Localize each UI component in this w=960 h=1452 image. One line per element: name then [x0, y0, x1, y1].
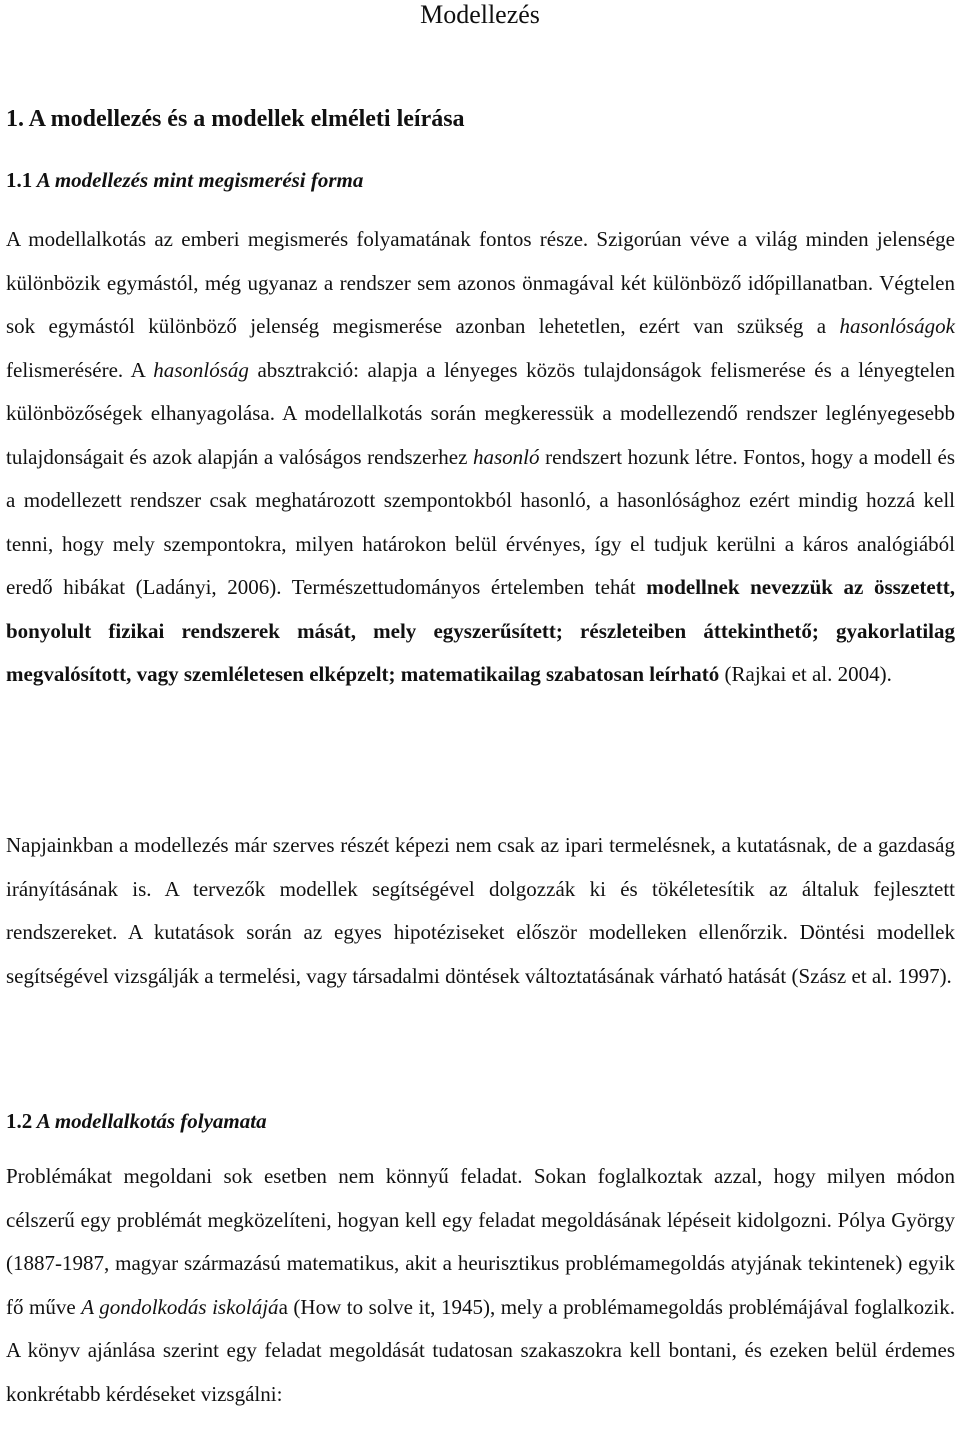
subsection-title: A modellalkotás folyamata: [36, 1109, 267, 1133]
paragraph-text: (Rajkai et al. 2004).: [719, 662, 892, 686]
subsection-number: 1.2: [6, 1109, 33, 1133]
paragraph-text: Problémákat megoldani sok esetben nem könnyű feladat. Sokan foglalkoztak azzal, hogy milyen módon célszerű egy problémát megközelíteni, hogyan kell egy feladat megoldásának lépéseit kidolgozni. Pólya György (1887-1987, magyar származású matematikus, akit a heurisztikus problémamegoldás atyjának tekintenek) egyik fő műve: [6, 1164, 955, 1319]
subsection-title: A modellezés mint megismerési forma: [36, 168, 364, 192]
emphasis-text: hasonlóság: [153, 357, 249, 382]
paragraph-text: A modellalkotás az emberi megismerés folyamatának fontos része. Szigorúan véve a világ minden jelensége különbözik egymástól, még ugyanaz a rendszer sem azonos önmagával két különböző időpillanatban. Végtelen sok egymástól különböző jelenség megismerése azonban lehetetlen, ezért van szükség a: [6, 227, 955, 338]
book-title-italic: A gondolkodás iskolájá: [81, 1294, 279, 1319]
subsection-heading-1-1: [6, 166, 363, 194]
paragraph-text: absztrakció: alapja a lényeges közös tulajdonságok felismerése és a lényegtelen különbözőségek elhanyagolása. A modellalkotás során megkeressük a modellezendő rendszer leglényegesebb tulajdonságait és azok alapján a valóságos rendszerhez: [6, 357, 956, 469]
paragraph-modelling-today: Napjainkban a modellezés már szerves részét képezi nem csak az ipari termelésnek, a kutatásnak, de a gazdaság irányításának is. A tervezők modellek segítségével dolgozzák ki és tökéletesítik az általuk fejlesztett rendszereket. A kutatások során az egyes hipotéziseket először modelleken ellenőrzik. Döntési modellek segítségével vizsgálják a termelési, vagy társadalmi döntések változtatásának várható hatását (Szász et al. 1997).: [6, 833, 955, 988]
emphasis-text: hasonlóságok: [839, 314, 955, 338]
definition-bold-text: modellnek nevezzük az összetett, bonyolult fizikai rendszerek mását, mely egyszerűsített; részleteiben áttekinthető; gyakorlatilag megvalósított, vagy szemléletesen elképzelt; matematikailag szabatosan leírható: [6, 575, 955, 686]
emphasis-text: hasonló: [473, 444, 540, 469]
paragraph-text: a (How to solve it, 1945), mely a problémamegoldás problémájával foglalkozik. A könyv ajánlása szerint egy feladat megoldását tudatosan szakaszokra kell bontani, és ezeken belül érdemes konkrétabb kérdéseket vizsgálni:: [6, 1294, 955, 1406]
paragraph-text: rendszert hozunk létre. Fontos, hogy a modell és a modellezett rendszer csak meghatározott szempontokból hasonló, a hasonlósághoz ezért mindig hozzá kell tenni, hogy mely szempontokra, milyen határokon belül érvényes, így el tudjuk kerülni a káros analógiából eredő hibákat (Ladányi, 2006). Természettudományos értelemben tehát: [6, 444, 956, 599]
paragraph-text: felismerésére. A: [6, 357, 154, 382]
paragraph-problem-solving: [6, 1155, 955, 1416]
subsection-number: 1.1: [6, 168, 33, 192]
subsection-heading-1-2: [6, 1107, 267, 1135]
section-heading-1: 1. A modellezés és a modellek elméleti leírása: [6, 106, 465, 132]
document-title: Modellezés: [420, 0, 540, 29]
paragraph-modelling-intro: [6, 218, 955, 697]
